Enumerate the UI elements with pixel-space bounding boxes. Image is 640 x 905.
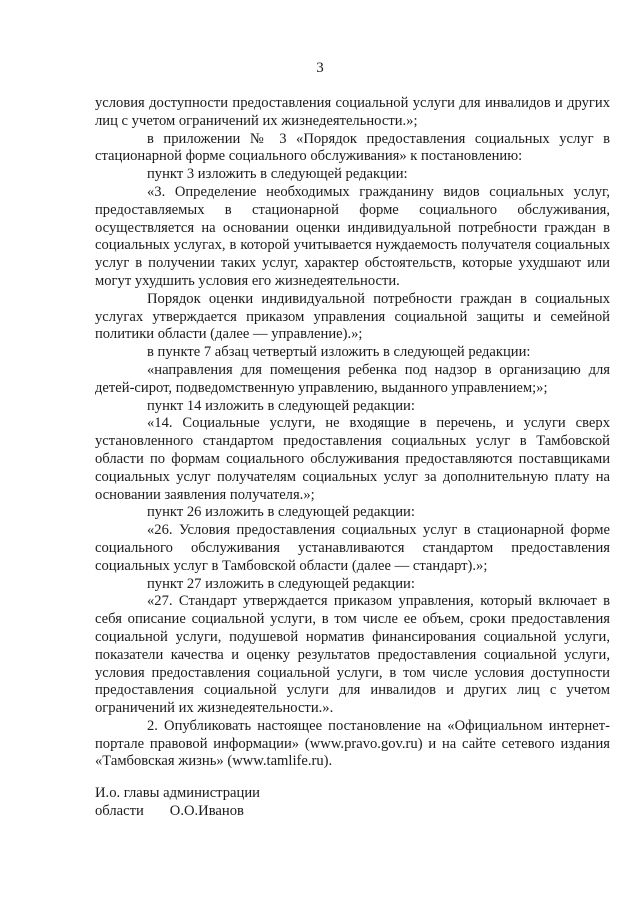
- paragraph-2: в приложении № 3 «Порядок предоставления социальных услуг в стационарной форме социального обслуживания» к постановлению:: [95, 130, 610, 165]
- paragraph-10: пункт 26 изложить в следующей редакции:: [147, 504, 415, 521]
- paragraph-11: «26. Условия предоставления социальных услуг в стационарной форме социального обслуживания устанавливаются стандартом предоставления социальных услуг в Тамбовской области (далее — стандарт).»;: [95, 522, 610, 574]
- paragraph-12: пункт 27 изложить в следующей редакции:: [147, 575, 415, 592]
- paragraph-14: 2. Опубликовать настоящее постановление на «Официальном интернет-портале правовой информации» (www.pravo.gov.ru) и на сайте сетевого издания «Тамбовская жизнь» (www.tamlife.ru).: [95, 717, 610, 770]
- signature-region: области: [95, 802, 144, 819]
- paragraph-13: «27. Стандарт утверждается приказом управления, который включает в себя описание социальной услуги, в том числе ее объем, сроки предоставления социальной услуги, подушевой норматив финансирования социальной услуги, показатели качества и оценку результатов предоставления социальной услуги, условия предоставления социальной услуги, в том числе условия доступности предоставления социальной услуги для инвалидов и других лиц с учетом ограничений их жизнедеятельности.».: [95, 593, 610, 717]
- signature-title: И.о. главы администрации: [95, 785, 260, 801]
- signature-line-2: [95, 803, 395, 821]
- signatory-name: О.О.Иванов: [169, 802, 244, 819]
- paragraph-4: «3. Определение необходимых гражданину видов социальных услуг, предоставляемых в стационарной форме социального обслуживания, осуществляется на основании оценки индивидуальной потребности граждан в социальных услугах, в которой учитывается нуждаемость получателя социальных услуг в получении таких услуг, характер обстоятельств, которые ухудшают или могут ухудшить условия его жизнедеятельности.: [95, 183, 610, 289]
- document-body: [95, 95, 610, 771]
- paragraph-9: «14. Социальные услуги, не входящие в перечень, и услуги сверх установленного стандартом предоставления социальных услуг в Тамбовской области по формам социального обслуживания предоставляются поставщиками социальных услуг получателям социальных услуг за дополнительную плату на основании заявления получателя.»;: [95, 415, 610, 503]
- paragraph-7: «направления для помещения ребенка под надзор в организацию для детей-сирот, подведомственную управлению, выданного управлением;»;: [95, 361, 610, 396]
- paragraph-1: условия доступности предоставления социальной услуги для инвалидов и других лиц с учетом ограничений их жизнедеятельности.»;: [95, 95, 610, 129]
- paragraph-6: в пункте 7 абзац четвертый изложить в следующей редакции:: [147, 344, 531, 361]
- paragraph-5: Порядок оценки индивидуальной потребности граждан в социальных услугах утверждается приказом управления социальной защиты и семейной политики области (далее — управление).»;: [95, 290, 610, 343]
- page-number: 3: [316, 60, 324, 76]
- signature-block: [95, 785, 395, 821]
- paragraph-8: пункт 14 изложить в следующей редакции:: [147, 397, 415, 414]
- paragraph-3: пункт 3 изложить в следующей редакции:: [147, 166, 408, 183]
